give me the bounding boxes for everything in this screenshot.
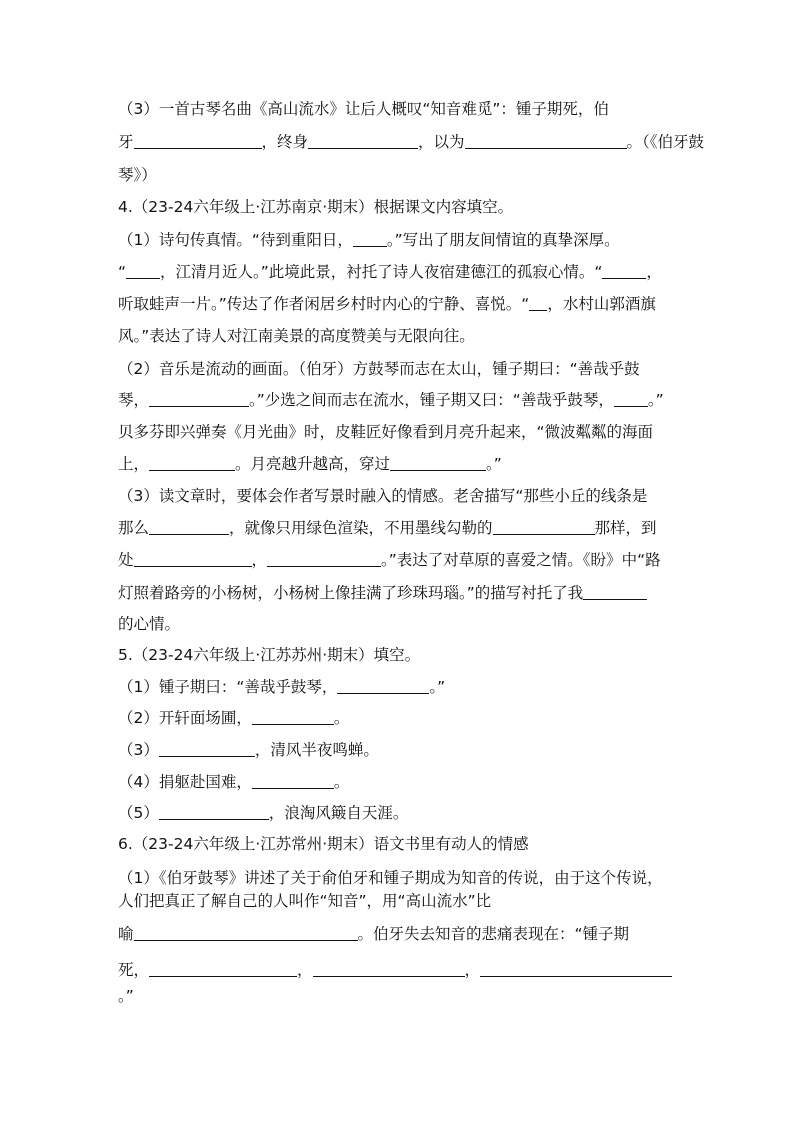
text-line: （2）音乐是流动的画面。（伯牙）方鼓琴而志在太山，锺子期曰：“善哉乎鼓 <box>118 360 640 378</box>
text-line: 6.（23-24六年级上·江苏常州·期末）语文书里有动人的情感 <box>118 835 529 853</box>
answer-blank[interactable] <box>134 550 252 567</box>
text-line: 上， 。月亮越升越高，穿过 。” <box>118 455 502 473</box>
text-line: 5.（23-24六年级上·江苏苏州·期末）填空。 <box>118 646 421 664</box>
answer-blank[interactable] <box>252 772 334 789</box>
answer-blank[interactable] <box>126 262 160 279</box>
text-line: 那么 ，就像只用绿色渲染，不用墨线勾勒的 那样，到 <box>118 519 657 537</box>
answer-blank[interactable] <box>134 132 262 149</box>
text-line: （1）《伯牙鼓琴》讲述了关于俞伯牙和锺子期成为知音的传说，由于这个传说， <box>118 869 663 887</box>
text-line: 听取蛙声一片。”传达了作者闲居乡村时内心的宁静、喜悦。“ ，水村山郭酒旗 <box>118 295 656 313</box>
answer-blank[interactable] <box>149 518 229 535</box>
answer-blank[interactable] <box>149 960 297 977</box>
text-line: （3）读文章时，要体会作者写景时融入的情感。老舍描写“那些小丘的线条是 <box>118 487 648 505</box>
text-line: 的心情。 <box>118 615 181 633</box>
text-line: （3）一首古琴名曲《高山流水》让后人概叹“知音难觅”：锺子期死，伯 <box>118 100 609 118</box>
answer-blank[interactable] <box>313 960 465 977</box>
text-line: （4）捐躯赴国难， 。 <box>118 773 350 791</box>
text-line: 处 ， 。”表达了对草原的喜爱之情。《盼》中“路 <box>118 551 661 569</box>
text-line: 。” <box>118 987 134 1005</box>
answer-blank[interactable] <box>149 390 249 407</box>
text-line: 牙 ，终身 ，以为 。（《伯牙鼓 <box>118 133 705 151</box>
answer-blank[interactable] <box>267 550 381 567</box>
text-line: 喻 。伯牙失去知音的悲痛表现在：“锺子期 <box>118 925 630 943</box>
text-line: 灯照着路旁的小杨树，小杨树上像挂满了珍珠玛瑙。”的描写衬托了我 <box>118 583 647 603</box>
answer-blank[interactable] <box>529 294 547 311</box>
answer-blank[interactable] <box>353 230 387 247</box>
text-line: 风。”表达了诗人对江南美景的高度赞美与无限向往。 <box>118 327 475 345</box>
answer-blank[interactable] <box>583 583 647 600</box>
answer-blank[interactable] <box>134 924 358 941</box>
text-line: （5） ，浪淘风簸自天涯。 <box>118 804 409 822</box>
text-line: 人们把真正了解自己的人叫作“知音”，用“高山流水”比 <box>118 892 492 910</box>
answer-blank[interactable] <box>602 262 646 279</box>
answer-blank[interactable] <box>493 518 595 535</box>
answer-blank[interactable] <box>614 390 648 407</box>
text-line: 死， ， ， <box>118 960 672 980</box>
answer-blank[interactable] <box>159 803 269 820</box>
text-line: 琴， 。”少选之间而志在流水，锺子期又曰：“善哉乎鼓琴， 。” <box>118 391 664 409</box>
text-line: 贝多芬即兴弹奏《月光曲》时，皮鞋匠好像看到月亮升起来，“微波粼粼的海面 <box>118 423 654 441</box>
answer-blank[interactable] <box>308 132 418 149</box>
answer-blank[interactable] <box>480 960 672 977</box>
answer-blank[interactable] <box>149 454 235 471</box>
answer-blank[interactable] <box>390 454 486 471</box>
text-line: （2）开轩面场圃， 。 <box>118 709 350 727</box>
answer-blank[interactable] <box>337 677 429 694</box>
text-line: “ ，江清月近人。”此境此景，衬托了诗人夜宿建德江的孤寂心情。“ ， <box>118 263 662 281</box>
text-line: （1）诗句传真情。“待到重阳日， 。”写出了朋友间情谊的真挚深厚。 <box>118 231 620 249</box>
text-line: （1）锺子期曰：“善哉乎鼓琴， 。” <box>118 678 446 696</box>
text-line: 琴》） <box>118 166 157 184</box>
answer-blank[interactable] <box>159 740 255 757</box>
text-line: 4.（23-24六年级上·江苏南京·期末）根据课文内容填空。 <box>118 198 514 216</box>
text-line: （3） ，清风半夜鸣蝉。 <box>118 741 379 759</box>
answer-blank[interactable] <box>465 132 627 149</box>
answer-blank[interactable] <box>252 708 334 725</box>
